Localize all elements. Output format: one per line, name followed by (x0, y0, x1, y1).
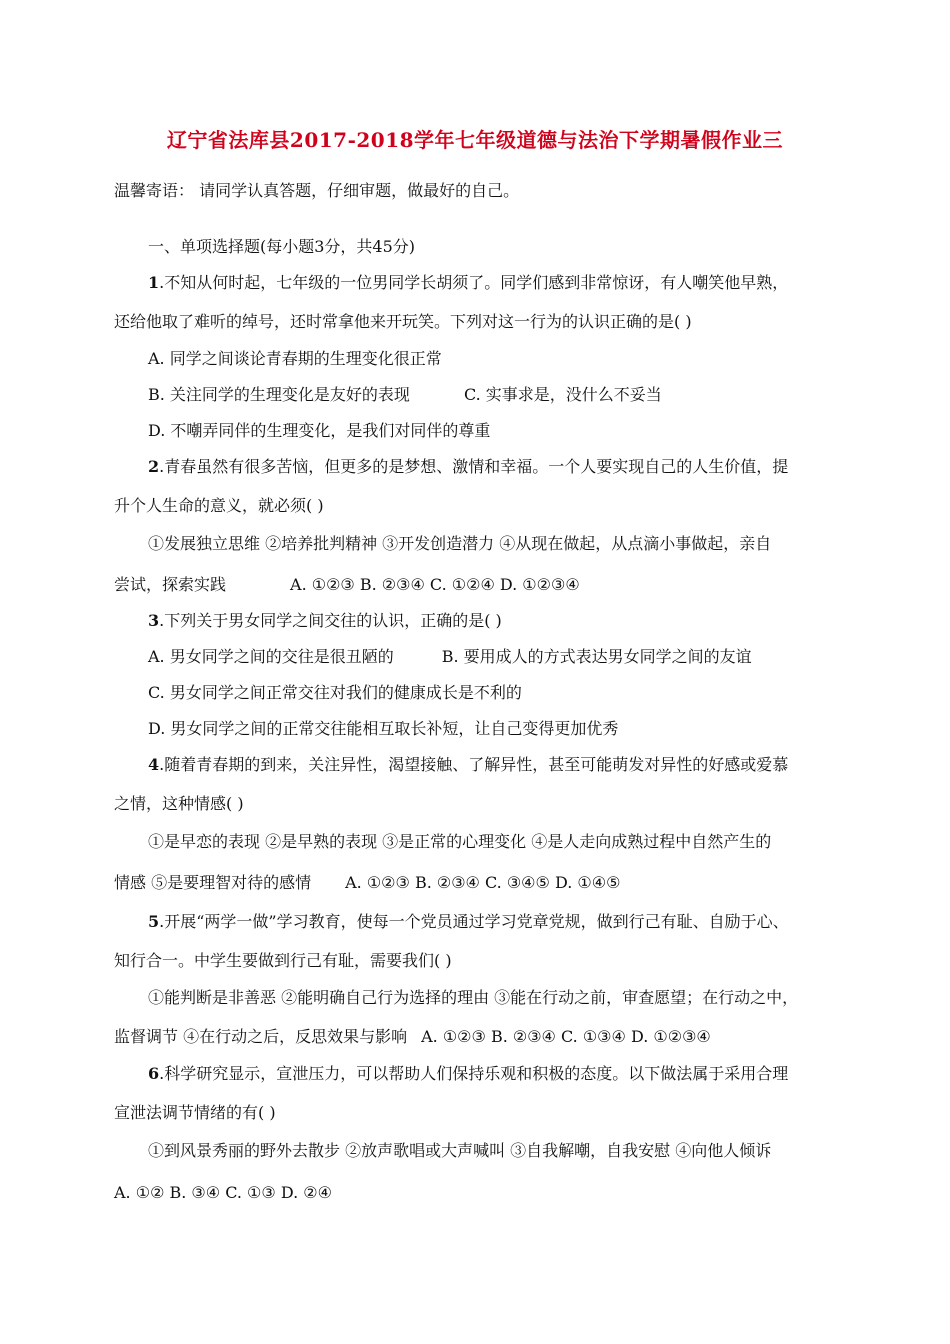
question-5-items-line1: ①能判断是非善恶 ②能明确自己行为选择的理由 ③能在行动之前，审查愿望；在行动之中， (148, 988, 799, 1007)
question-1-stem-line2: 还给他取了难听的绰号，还时常拿他来开玩笑。下列对这一行为的认识正确的是( ) (114, 312, 692, 331)
question-2-stem-line2: 升个人生命的意义，就必须( ) (114, 496, 324, 515)
question-5-stem-line2: 知行合一。中学生要做到行己有耻，需要我们( ) (114, 951, 452, 970)
question-2-items-line2: 尝试，探索实践 A. ①②③ B. ②③④ C. ①②④ D. ①②③④ (114, 575, 580, 594)
question-5-stem-line1: 5.开展“两学一做”学习教育，使每一个党员通过学习党章党规，做到行己有耻、自励于心、 (148, 912, 789, 931)
question-number: 5 (148, 912, 160, 931)
question-1-option-c: C. 实事求是，没什么不妥当 (463, 385, 662, 404)
question-2-items-line1: ①发展独立思维 ②培养批判精神 ③开发创造潜力 ④从现在做起，从点滴小事做起，亲自 (148, 534, 772, 553)
question-4-stem-line1: 4.随着青春期的到来，关注异性，渴望接触、了解异性，甚至可能萌发对异性的好感或爱慕 (148, 755, 789, 774)
document-title: 辽宁省法库县2017-2018学年七年级道德与法治下学期暑假作业三 (166, 128, 784, 152)
greeting-text: 温馨寄语： 请同学认真答题，仔细审题，做最好的自己。 (114, 181, 520, 200)
question-3-option-d: D. 男女同学之间的正常交往能相互取长补短，让自己变得更加优秀 (148, 719, 619, 738)
question-6-choices: A. ①② B. ③④ C. ①③ D. ②④ (114, 1183, 332, 1202)
question-5-items-line2: 监督调节 ④在行动之后，反思效果与影响 A. ①②③ B. ②③④ C. ①③④ D. ①②③④ (114, 1027, 711, 1046)
question-number: 3 (148, 611, 160, 630)
question-3-stem-line1: 3.下列关于男女同学之间交往的认识，正确的是( ) (148, 611, 502, 630)
question-3-option-b: B. 要用成人的方式表达男女同学之间的友谊 (441, 647, 752, 666)
question-6-stem-line1: 6.科学研究显示，宣泄压力，可以帮助人们保持乐观和积极的态度。以下做法属于采用合理 (148, 1064, 789, 1083)
question-6-items-line1: ①到风景秀丽的野外去散步 ②放声歌唱或大声喊叫 ③自我解嘲，自我安慰 ④向他人倾诉 (148, 1141, 772, 1160)
question-3-option-a: A. 男女同学之间的交往是很丑陋的 B. 要用成人的方式表达男女同学之间的友谊 (148, 647, 752, 666)
section-heading: 一、单项选择题(每小题3分，共45分) (148, 237, 416, 256)
question-number: 4 (148, 755, 160, 774)
question-1-option-b: B. 关注同学的生理变化是友好的表现 C. 实事求是，没什么不妥当 (148, 385, 662, 404)
question-number: 1 (148, 273, 160, 292)
question-1-stem-line1: 1.不知从何时起，七年级的一位男同学长胡须了。同学们感到非常惊讶，有人嘲笑他早熟， (148, 273, 789, 292)
question-3-option-c: C. 男女同学之间正常交往对我们的健康成长是不利的 (148, 683, 522, 702)
question-1-option-a: A. 同学之间谈论青春期的生理变化很正常 (148, 349, 442, 368)
question-number: 6 (148, 1064, 160, 1083)
question-1-option-d: D. 不嘲弄同伴的生理变化，是我们对同伴的尊重 (148, 421, 491, 440)
question-6-stem-line2: 宣泄法调节情绪的有( ) (114, 1103, 276, 1122)
question-4-items-line1: ①是早恋的表现 ②是早熟的表现 ③是正常的心理变化 ④是人走向成熟过程中自然产生的 (148, 832, 772, 851)
question-4-choices: A. ①②③ B. ②③④ C. ③④⑤ D. ①④⑤ (345, 873, 621, 892)
question-4-stem-line2: 之情，这种情感( ) (114, 794, 244, 813)
question-2-stem-line1: 2.青春虽然有很多苦恼，但更多的是梦想、激情和幸福。一个人要实现自己的人生价值，提 (148, 457, 789, 476)
question-2-choices: A. ①②③ B. ②③④ C. ①②④ D. ①②③④ (290, 575, 580, 594)
question-4-items-line2: 情感 ⑤是要理智对待的感情 A. ①②③ B. ②③④ C. ③④⑤ D. ①④⑤ (114, 873, 621, 892)
question-number: 2 (148, 457, 160, 476)
question-5-choices: A. ①②③ B. ②③④ C. ①③④ D. ①②③④ (421, 1027, 711, 1046)
